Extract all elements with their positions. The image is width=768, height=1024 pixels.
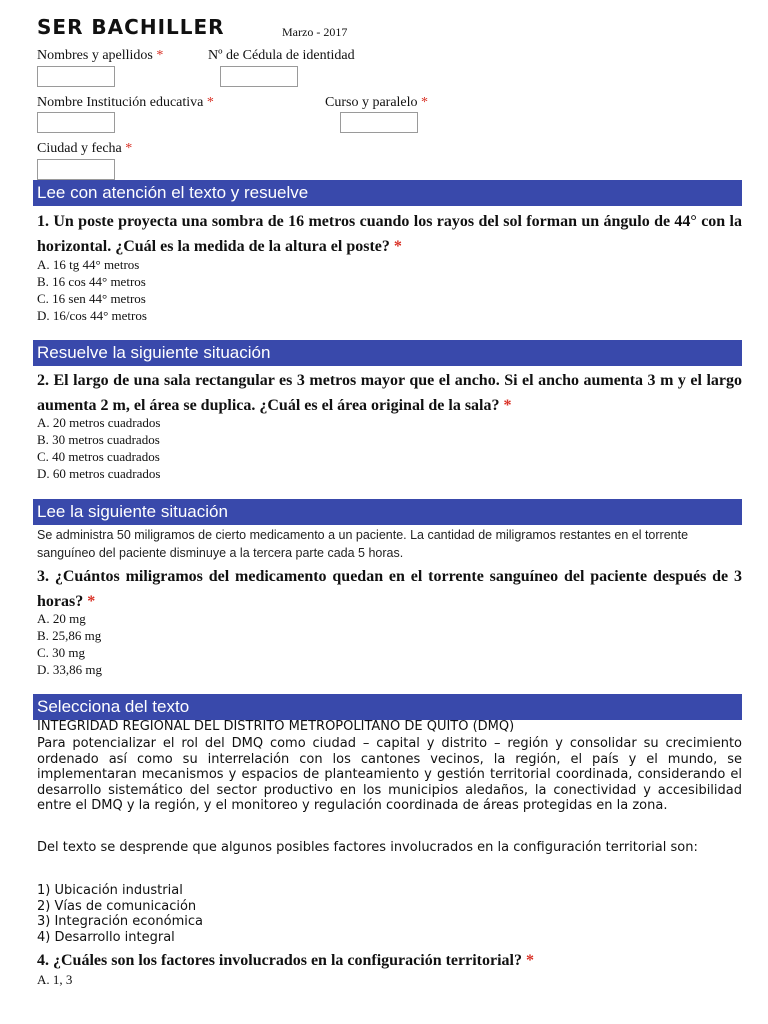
section-header-1: Lee con atención el texto y resuelve bbox=[33, 180, 742, 206]
required-asterisk: * bbox=[125, 141, 133, 156]
required-asterisk: * bbox=[87, 593, 96, 610]
option-3a[interactable]: A. 20 mg bbox=[37, 611, 86, 626]
option-2d[interactable]: D. 60 metros cuadrados bbox=[37, 466, 161, 481]
prompt-text: Del texto se desprende que algunos posibles factores involucrados en la configuración territorial son: bbox=[37, 840, 698, 855]
question-4 bbox=[37, 948, 742, 973]
section-header-3: Lee la siguiente situación bbox=[33, 499, 742, 525]
required-asterisk: * bbox=[206, 95, 214, 110]
page-title: SER BACHILLER bbox=[37, 15, 225, 39]
question-2-text: 2. El largo de una sala rectangular es 3 metros mayor que el ancho. Si el ancho aumenta 3 m y el largo aumenta 2 m, el área se duplica. ¿Cuál es el área original de la sala? bbox=[37, 372, 742, 414]
section-header-2: Resuelve la siguiente situación bbox=[33, 340, 742, 366]
question-1-text: 1. Un poste proyecta una sombra de 16 metros cuando los rayos del sol forman un ángulo de 44° con la horizontal. ¿Cuál es la medida de la altura el poste? bbox=[37, 213, 742, 255]
options-2 bbox=[37, 414, 160, 482]
option-1c[interactable]: C. 16 sen 44° metros bbox=[37, 291, 146, 306]
question-2 bbox=[37, 368, 742, 418]
text-body: Para potencializar el rol del DMQ como ciudad – capital y distrito – región y consolidar su crecimiento ordenado así como su interrelación con los cantones vecinos, la región, el país y el mundo, se implementaran mecanismos y espacios de planteamiento y gestión territorial coordinada, considerando el desarrollo sistemático del sector productivo en los municipios aledaños, la conectividad y accesibilidad entre el DMQ y la región, y el monitoreo y regulación coordinada de áreas protegidas en la zona. bbox=[37, 736, 742, 813]
list-item: 2) Vías de comunicación bbox=[37, 898, 197, 914]
option-2a[interactable]: A. 20 metros cuadrados bbox=[37, 415, 161, 430]
option-2c[interactable]: C. 40 metros cuadrados bbox=[37, 449, 160, 464]
exam-date: Marzo - 2017 bbox=[282, 25, 348, 39]
option-3d[interactable]: D. 33,86 mg bbox=[37, 662, 102, 677]
question-3-text: 3. ¿Cuántos miligramos del medicamento quedan en el torrente sanguíneo del paciente después de 3 horas? bbox=[37, 568, 742, 610]
question-3 bbox=[37, 564, 742, 614]
city-label bbox=[37, 141, 132, 157]
required-asterisk: * bbox=[503, 397, 512, 414]
institution-input[interactable] bbox=[37, 112, 115, 133]
option-3c[interactable]: C. 30 mg bbox=[37, 645, 86, 660]
required-asterisk: * bbox=[421, 95, 429, 110]
situation-text: Se administra 50 miligramos de cierto medicamento a un paciente. La cantidad de miligramos restantes en el torrente sanguíneo del paciente disminuye a la tercera parte cada 5 horas. bbox=[37, 528, 689, 560]
factor-list bbox=[37, 883, 742, 945]
options-3 bbox=[37, 610, 102, 678]
section-header-4: Selecciona del texto bbox=[33, 694, 742, 720]
name-label bbox=[37, 48, 163, 64]
required-asterisk: * bbox=[526, 952, 534, 969]
text-title: INTEGRIDAD REGIONAL DEL DISTRITO METROPOLITANO DE QUITO (DMQ) bbox=[37, 719, 515, 734]
name-label-text: Nombres y apellidos bbox=[37, 48, 153, 63]
city-input[interactable] bbox=[37, 159, 115, 180]
city-label-text: Ciudad y fecha bbox=[37, 141, 122, 156]
course-input[interactable] bbox=[340, 112, 418, 133]
option-1a[interactable]: A. 16 tg 44° metros bbox=[37, 257, 140, 272]
institution-label-text: Nombre Institución educativa bbox=[37, 95, 204, 110]
list-item: 3) Integración económica bbox=[37, 914, 203, 929]
course-label bbox=[325, 95, 428, 111]
institution-label bbox=[37, 95, 214, 111]
option-1b[interactable]: B. 16 cos 44° metros bbox=[37, 274, 146, 289]
option-3b[interactable]: B. 25,86 mg bbox=[37, 628, 102, 643]
required-asterisk: * bbox=[156, 48, 164, 63]
required-asterisk: * bbox=[393, 238, 402, 255]
list-item: 4) Desarrollo integral bbox=[37, 929, 175, 945]
options-1 bbox=[37, 256, 147, 324]
options-4 bbox=[37, 971, 72, 988]
option-2b[interactable]: B. 30 metros cuadrados bbox=[37, 432, 160, 447]
list-item: 1) Ubicación industrial bbox=[37, 883, 183, 898]
id-input[interactable] bbox=[220, 66, 298, 87]
id-label: Nº de Cédula de identidad bbox=[208, 48, 355, 63]
course-label-text: Curso y paralelo bbox=[325, 95, 418, 110]
question-1 bbox=[37, 209, 742, 259]
question-4-text: 4. ¿Cuáles son los factores involucrados en la configuración territorial? bbox=[37, 952, 522, 969]
name-input[interactable] bbox=[37, 66, 115, 87]
option-4a[interactable]: A. 1, 3 bbox=[37, 972, 73, 987]
option-1d[interactable]: D. 16/cos 44° metros bbox=[37, 308, 147, 323]
